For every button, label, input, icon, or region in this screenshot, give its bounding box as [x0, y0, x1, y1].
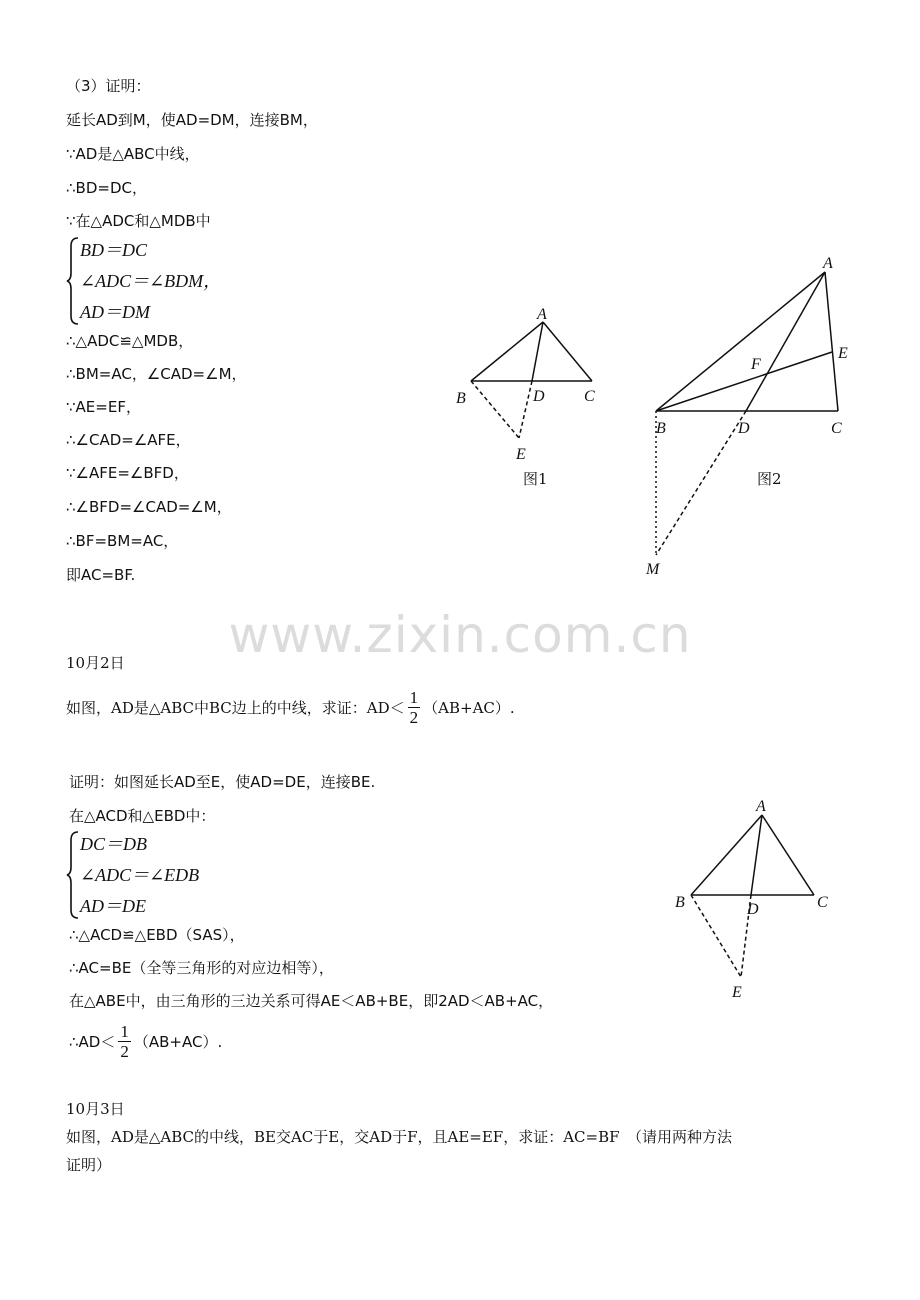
fig1-label-d: D — [533, 388, 545, 405]
proof-line: ∴△ADC≌△MDB， — [66, 332, 194, 350]
proof-line: 在△ABE中，由三角形的三边关系可得AE＜AB+BE，即2AD＜AB+AC， — [69, 992, 554, 1010]
proof-line: ∴BD=DC， — [66, 179, 147, 197]
proof-line: 即AC=BF. — [66, 566, 136, 584]
figure-3 — [691, 815, 814, 977]
proof-text: ∴AD＜ — [69, 1033, 116, 1051]
proof-line: ∴BF=BM=AC， — [66, 532, 179, 550]
date-heading: 10月2日 — [66, 654, 125, 672]
proof-line: ∵∠AFE=∠BFD， — [66, 464, 189, 482]
proof-line: ∴∠BFD=∠CAD=∠M， — [66, 498, 232, 516]
final-conclusion — [69, 1018, 222, 1066]
proof-intro: 证明：如图延长AD至E，使AD=DE，连接BE. — [69, 773, 376, 791]
proof-line: 在△ACD和△EBD中： — [69, 807, 216, 825]
equation-system-2 — [66, 830, 286, 920]
fig1-label-b: B — [456, 390, 466, 407]
proof-line: ∵AD是△ABC中线， — [66, 145, 200, 163]
system-row: ∠ADC＝∠EDB — [80, 865, 200, 885]
system-row: AD＝DM — [80, 302, 150, 322]
fig3-label-b: B — [675, 894, 685, 911]
fig1-label-c: C — [584, 388, 595, 405]
fig2-caption: 图2 — [757, 470, 782, 488]
fig2-label-c: C — [831, 420, 842, 437]
fig2-label-m: M — [646, 561, 660, 578]
fig3-label-d: D — [747, 901, 759, 918]
watermark: www.zixin.com.cn — [228, 606, 692, 664]
fig2-label-a: A — [823, 255, 833, 272]
fraction-one-half: $\frac{1}{2}$ — [120, 1021, 129, 1061]
problem-text: （AB+AC）. — [423, 699, 515, 717]
figure-1 — [471, 322, 592, 438]
proof-line: ∴BM=AC，∠CAD=∠M， — [66, 365, 247, 383]
figure-2 — [656, 272, 838, 555]
proof-line: ∵AE=EF， — [66, 398, 141, 416]
proof-line: ∴∠CAD=∠AFE， — [66, 431, 191, 449]
proof-line: ∴AC=BE（全等三角形的对应边相等）， — [69, 959, 334, 977]
fig2-label-b: B — [656, 420, 666, 437]
fig1-label-a: A — [537, 306, 547, 323]
left-brace-icon — [66, 830, 80, 920]
proof-line: 延长AD到M，使AD=DM，连接BM， — [66, 111, 318, 129]
date-heading: 10月3日 — [66, 1100, 125, 1118]
system-row: BD＝DC — [80, 240, 147, 260]
problem-statement: 证明） — [66, 1156, 112, 1174]
fig3-label-e: E — [732, 984, 742, 1001]
fig2-label-d: D — [738, 420, 750, 437]
fig2-label-f: F — [751, 356, 761, 373]
fig3-label-a: A — [756, 798, 766, 815]
fig2-label-e: E — [838, 345, 848, 362]
proof-line: ∵在△ADC和△MDB中 — [66, 212, 211, 230]
part3-heading: （3）证明： — [66, 77, 151, 95]
fig3-label-c: C — [817, 894, 828, 911]
fraction-one-half: $\frac{1}{2}$ — [409, 687, 419, 727]
problem-statement — [66, 683, 515, 733]
proof-line: ∴△ACD≌△EBD（SAS）， — [69, 926, 245, 944]
fig1-caption: 图1 — [523, 470, 548, 488]
problem-text: 如图，AD是△ABC中BC边上的中线，求证：AD＜ — [66, 699, 405, 717]
problem-statement: 如图，AD是△ABC的中线，BE交AC于E，交AD于F，且AE=EF，求证：AC=BF （请用两种方法 — [66, 1128, 733, 1146]
system-row: DC＝DB — [80, 834, 147, 854]
fig1-label-e: E — [516, 446, 526, 463]
system-row: AD＝DE — [80, 896, 146, 916]
proof-text: （AB+AC）. — [133, 1033, 223, 1051]
system-row: ∠ADC＝∠BDM， — [80, 271, 222, 291]
